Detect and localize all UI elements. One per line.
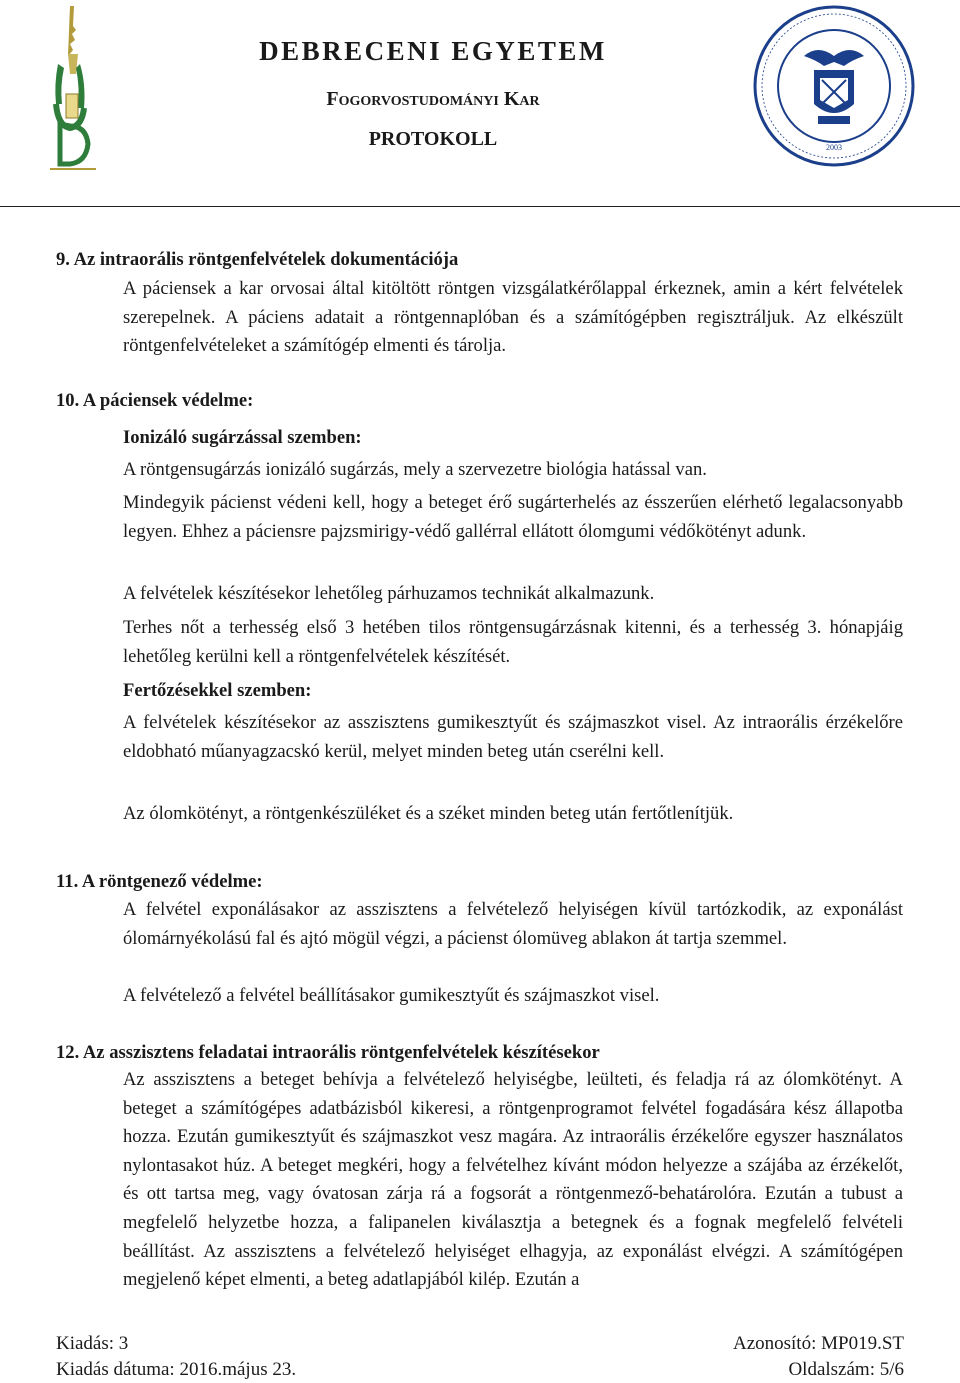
section-12-paragraph-1: Az asszisztens a beteget behívja a felvételező helyiségbe, leülteti, és feladja rá az ólomkötényt. A beteget a számítógépes adatbázisból kikeresi, a röntgenprogramot felvétel fogadására kész állapotba hozza. Ezután gumikesztyűt és szájmaszkot vesz magára. Az intraorális érzékelőre egyszer használatos nylontasakot húz. A beteget megkéri, hogy a felvételhez kívánt módon helyezze a szájába az érzékelőt, és ott tartsa meg, vagy óvatosan zárja rá a fogsorát a röntgenmező-behatárolóra. Ezután a tubust a megfelelő helyzetbe hozza, a falipanelen kiválasztja a betegnek és a fognak megfelelő felvételi beállítást. Az asszisztens a felvételező helyiséget elhagyja, az exponálást elvégzi. A számítógépen megjelenő képet elmenti, a beteg adatlapjából kilép. Ezután a bbox=[123, 1069, 903, 1291]
section-10-paragraph-2: Mindegyik pácienst védeni kell, hogy a beteget érő sugárterhelés az ésszerűen elérhető legalacsonyabb legyen. Ehhez a páciensre pajzsmirigy-védő gallérral ellátott ólomgumi védőkötényt adunk. bbox=[123, 492, 903, 542]
infection-subtitle: Fertőzésekkel szemben: bbox=[123, 680, 312, 701]
footer-identifier: Azonosító: MP019.ST bbox=[732, 1333, 904, 1354]
section-10-paragraph-1: A röntgensugárzás ionizáló sugárzás, mely a szervezetre biológia hatással van. bbox=[123, 459, 707, 480]
svg-text:2003: 2003 bbox=[826, 143, 842, 152]
document-type: PROTOKOLL bbox=[368, 128, 498, 150]
ionizing-radiation-subtitle: Ionizáló sugárzással szemben: bbox=[123, 427, 362, 448]
section-10-paragraph-5: A felvételek készítésekor az asszisztens gumikesztyűt és szájmaszkot visel. Az intraorális érzékelőre eldobható műanyagzacskó kerül, melyet minden beteg után cserélni kell. bbox=[123, 712, 903, 762]
footer-issue-date: Kiadás dátuma: 2016.május 23. bbox=[56, 1359, 297, 1380]
section-10-paragraph-3: A felvételek készítésekor lehetőleg párhuzamos technikát alkalmazunk. bbox=[123, 583, 655, 604]
section-10-paragraph-6: Az ólomkötényt, a röntgenkészüléket és a széket minden beteg után fertőtlenítjük. bbox=[123, 803, 734, 824]
section-10-paragraph-4: Terhes nőt a terhesség első 3 hetében tilos röntgensugárzásnak kitenni, és a terhesség 3. hónapjáig lehetőleg kerülni kell a röntgenfelvételek készítését. bbox=[123, 617, 903, 667]
faculty-seal-icon bbox=[752, 4, 916, 168]
footer-row-2 bbox=[56, 1358, 904, 1382]
section-11-paragraph-1: A felvétel exponálásakor az asszisztens a felvételező helyiségen kívül tartózkodik, az exponálást ólomárnyékolású fal és ajtó mögül végzi, a pácienst ólomüveg ablakon át tartja szemmel. bbox=[123, 899, 903, 949]
university-name: DEBRECENI EGYETEM bbox=[259, 36, 607, 66]
section-12-title: 12. Az asszisztens feladatai intraorális röntgenfelvételek készítésekor bbox=[56, 1042, 600, 1063]
faculty-name: Fogorvostudományi Kar bbox=[326, 88, 540, 110]
footer-page-number: Oldalszám: 5/6 bbox=[788, 1359, 904, 1380]
section-10-title: 10. A páciensek védelme: bbox=[56, 390, 254, 411]
section-11-paragraph-2: A felvételező a felvétel beállításakor gumikesztyűt és szájmaszkot visel. bbox=[123, 985, 660, 1006]
header-divider bbox=[0, 206, 960, 207]
footer-issue: Kiadás: 3 bbox=[56, 1333, 129, 1354]
section-9-paragraph: A páciensek a kar orvosai által kitöltött röntgen vizsgálatkérőlappal érkeznek, amin a kért felvételek szerepelnek. A páciens adatait a röntgennaplóban és a számítógépben regisztráljuk. Az elkészült röntgenfelvételeket a számítógép elmenti és tárolja. bbox=[123, 278, 903, 357]
section-11-title: 11. A röntgenező védelme: bbox=[56, 871, 263, 892]
section-9-title: 9. Az intraorális röntgenfelvételek dokumentációja bbox=[56, 249, 459, 270]
page-header bbox=[0, 0, 960, 207]
footer-row-1 bbox=[56, 1332, 904, 1356]
